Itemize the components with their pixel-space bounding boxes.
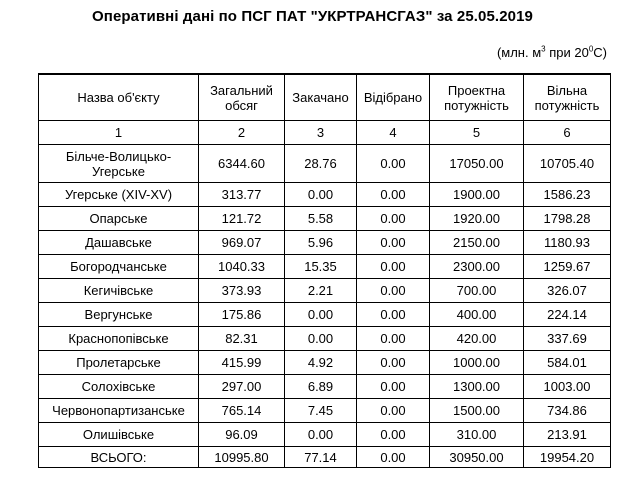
design-capacity-cell: 2300.00 — [430, 255, 524, 279]
design-capacity-cell: 1920.00 — [430, 207, 524, 231]
withdrawn-cell: 0.00 — [357, 231, 430, 255]
total-volume-cell: 969.07 — [199, 231, 285, 255]
table-header-row — [39, 74, 611, 121]
design-capacity-cell: 17050.00 — [430, 145, 524, 183]
injected-cell: 5.58 — [285, 207, 357, 231]
facility-name: Більче-Волицько-Угерське — [39, 145, 199, 183]
table-row — [39, 255, 611, 279]
facility-name: Опарське — [39, 207, 199, 231]
free-capacity-cell: 326.07 — [524, 279, 611, 303]
table-row — [39, 231, 611, 255]
column-number: 5 — [430, 121, 524, 145]
withdrawn-cell: 0.00 — [357, 183, 430, 207]
header-name: Назва об'єкту — [39, 74, 199, 121]
withdrawn-cell: 0.00 — [357, 423, 430, 447]
free-capacity-cell: 337.69 — [524, 327, 611, 351]
total-volume-cell: 82.31 — [199, 327, 285, 351]
design-capacity-cell: 1900.00 — [430, 183, 524, 207]
injected-cell: 0.00 — [285, 303, 357, 327]
total-volume-cell: 297.00 — [199, 375, 285, 399]
total-volume-cell: 6344.60 — [199, 145, 285, 183]
free-capacity-sum: 19954.20 — [524, 447, 611, 468]
injected-cell: 2.21 — [285, 279, 357, 303]
total-volume-cell: 415.99 — [199, 351, 285, 375]
withdrawn-cell: 0.00 — [357, 255, 430, 279]
facility-name: Дашавське — [39, 231, 199, 255]
design-capacity-cell: 310.00 — [430, 423, 524, 447]
injected-cell: 7.45 — [285, 399, 357, 423]
total-row — [39, 447, 611, 468]
design-capacity-cell: 1500.00 — [430, 399, 524, 423]
free-capacity-cell: 1003.00 — [524, 375, 611, 399]
withdrawn-cell: 0.00 — [357, 399, 430, 423]
table-row — [39, 145, 611, 183]
injected-cell: 15.35 — [285, 255, 357, 279]
design-capacity-cell: 700.00 — [430, 279, 524, 303]
facility-name: Солохівське — [39, 375, 199, 399]
facility-name: Краснопопівське — [39, 327, 199, 351]
table-row — [39, 351, 611, 375]
withdrawn-cell: 0.00 — [357, 207, 430, 231]
column-number: 3 — [285, 121, 357, 145]
withdrawn-cell: 0.00 — [357, 375, 430, 399]
table-row — [39, 279, 611, 303]
injected-cell: 0.00 — [285, 423, 357, 447]
withdrawn-cell: 0.00 — [357, 145, 430, 183]
design-capacity-cell: 420.00 — [430, 327, 524, 351]
design-capacity-cell: 1300.00 — [430, 375, 524, 399]
injected-cell: 4.92 — [285, 351, 357, 375]
design-capacity-cell: 1000.00 — [430, 351, 524, 375]
design-capacity-cell: 400.00 — [430, 303, 524, 327]
column-number: 6 — [524, 121, 611, 145]
free-capacity-cell: 584.01 — [524, 351, 611, 375]
injected-cell: 6.89 — [285, 375, 357, 399]
table-row — [39, 207, 611, 231]
free-capacity-cell: 1798.28 — [524, 207, 611, 231]
withdrawn-cell: 0.00 — [357, 303, 430, 327]
table-row — [39, 399, 611, 423]
units-suffix: C) — [593, 45, 607, 60]
header-design-capacity: Проектна потужність — [430, 74, 524, 121]
facility-name: Олишівське — [39, 423, 199, 447]
total-volume-cell: 175.86 — [199, 303, 285, 327]
units-middle: при 20 — [545, 45, 589, 60]
free-capacity-cell: 1586.23 — [524, 183, 611, 207]
injected-cell: 28.76 — [285, 145, 357, 183]
page-title: Оперативні дані по ПСГ ПАТ "УКРТРАНСГАЗ" за 25.05.2019 — [92, 8, 533, 25]
design-capacity-cell: 2150.00 — [430, 231, 524, 255]
header-total-volume: Загальний обсяг — [199, 74, 285, 121]
units-degree-sup: 0 — [588, 44, 594, 54]
withdrawn-cell: 0.00 — [357, 351, 430, 375]
free-capacity-cell: 213.91 — [524, 423, 611, 447]
withdrawn-cell: 0.00 — [357, 279, 430, 303]
column-number: 2 — [199, 121, 285, 145]
facility-name: Богородчанське — [39, 255, 199, 279]
facility-name: Пролетарське — [39, 351, 199, 375]
table-row — [39, 183, 611, 207]
free-capacity-cell: 224.14 — [524, 303, 611, 327]
injected-cell: 5.96 — [285, 231, 357, 255]
total-volume-cell: 313.77 — [199, 183, 285, 207]
total-label: ВСЬОГО: — [39, 447, 199, 468]
column-number-row — [39, 121, 611, 145]
facility-name: Кегичівське — [39, 279, 199, 303]
table-row — [39, 303, 611, 327]
injected-sum: 77.14 — [285, 447, 357, 468]
table-row — [39, 327, 611, 351]
free-capacity-cell: 1259.67 — [524, 255, 611, 279]
facility-name: Угерське (XIV-XV) — [39, 183, 199, 207]
table-row — [39, 375, 611, 399]
units-cubic-sup: 3 — [541, 44, 546, 54]
column-number: 1 — [39, 121, 199, 145]
units-note — [497, 45, 607, 60]
total-volume-sum: 10995.80 — [199, 447, 285, 468]
units-prefix: (млн. м — [496, 45, 542, 60]
withdrawn-sum: 0.00 — [357, 447, 430, 468]
total-volume-cell: 373.93 — [199, 279, 285, 303]
header-free-capacity: Вільна потужність — [524, 74, 611, 121]
total-volume-cell: 1040.33 — [199, 255, 285, 279]
design-capacity-sum: 30950.00 — [430, 447, 524, 468]
injected-cell: 0.00 — [285, 183, 357, 207]
total-volume-cell: 121.72 — [199, 207, 285, 231]
column-number: 4 — [357, 121, 430, 145]
storage-data-table — [38, 73, 611, 468]
injected-cell: 0.00 — [285, 327, 357, 351]
facility-name: Вергунське — [39, 303, 199, 327]
free-capacity-cell: 1180.93 — [524, 231, 611, 255]
header-withdrawn: Відібрано — [357, 74, 430, 121]
table-row — [39, 423, 611, 447]
facility-name: Червонопартизанське — [39, 399, 199, 423]
header-injected: Закачано — [285, 74, 357, 121]
withdrawn-cell: 0.00 — [357, 327, 430, 351]
total-volume-cell: 765.14 — [199, 399, 285, 423]
free-capacity-cell: 10705.40 — [524, 145, 611, 183]
free-capacity-cell: 734.86 — [524, 399, 611, 423]
total-volume-cell: 96.09 — [199, 423, 285, 447]
